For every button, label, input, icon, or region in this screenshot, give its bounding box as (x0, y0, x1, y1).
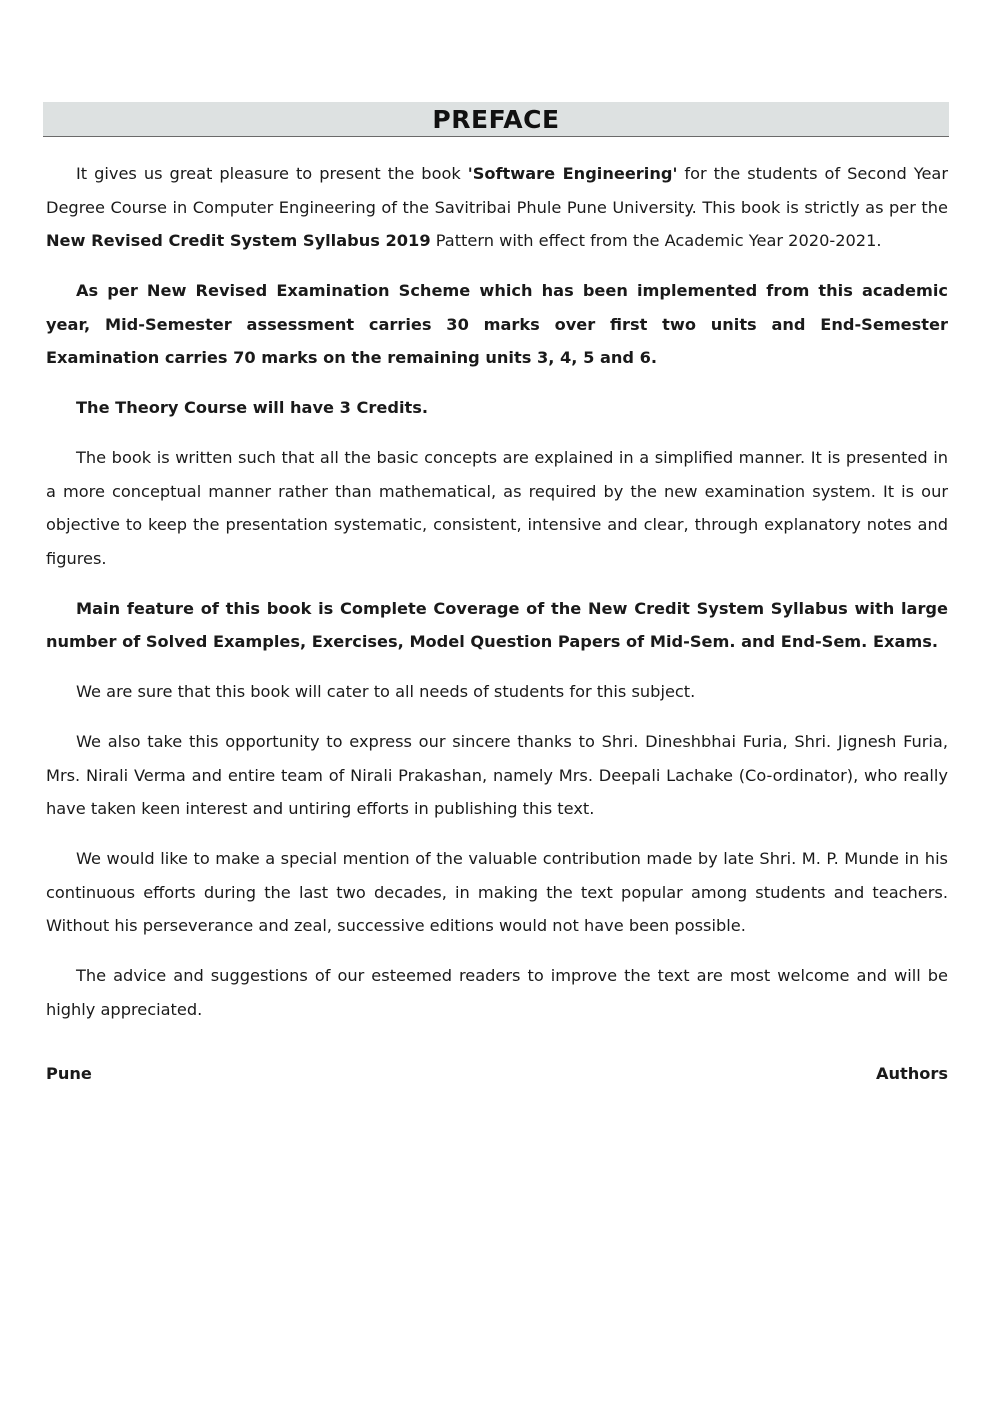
paragraph-mention: We would like to make a special mention of the valuable contribution made by late Shri. M. P. Munde in his continuous efforts during the last two decades, in making the text popular among students and teachers. Without his perseverance and zeal, successive editions would not have been possible. (46, 849, 948, 935)
paragraph-intro-text-1: It gives us great pleasure to present the book (76, 164, 468, 183)
paragraph-approach: The book is written such that all the basic concepts are explained in a simplified manner. It is presented in a more conceptual manner rather than mathematical, as required by the new examination system. It is our objective to keep the presentation systematic, consistent, intensive and clear, through explanatory notes and figures. (46, 448, 948, 568)
preface-body (46, 157, 948, 1026)
paragraph-intro-text-3: Pattern with effect from the Academic Year 2020-2021. (430, 231, 882, 250)
paragraph-thanks: We also take this opportunity to express our sincere thanks to Shri. Dineshbhai Furia, Shri. Jignesh Furia, Mrs. Nirali Verma and entire team of Nirali Prakashan, namely Mrs. Deepali Lachake (Co-ordinator), who really have taken keen interest and untiring efforts in publishing this text. (46, 732, 948, 818)
preface-page (46, 102, 948, 1083)
paragraph-needs: We are sure that this book will cater to all needs of students for this subject. (76, 682, 696, 701)
title-bar (43, 102, 949, 137)
paragraph-credits: The Theory Course will have 3 Credits. (76, 398, 429, 417)
signature-row (46, 1064, 948, 1083)
paragraph-exam-scheme: As per New Revised Examination Scheme which has been implemented from this academic year, Mid-Semester assessment carries 30 marks over first two units and End-Semester Examination carries 70 marks on the remaining units 3, 4, 5 and 6. (46, 281, 948, 367)
paragraph-intro-text-2: for the students of Second Year Degree Course in Computer Engineering of the Savitribai Phule Pune University. This book is strictly as per the (46, 164, 948, 217)
syllabus-name: New Revised Credit System Syllabus 2019 (46, 231, 431, 250)
book-title: 'Software Engineering' (467, 164, 678, 183)
signature-author: Authors (875, 1064, 948, 1083)
paragraph-advice: The advice and suggestions of our esteemed readers to improve the text are most welcome and will be highly appreciated. (46, 966, 948, 1019)
signature-place: Pune (46, 1064, 92, 1083)
page-title: PREFACE (432, 104, 560, 134)
paragraph-intro (46, 157, 948, 258)
paragraph-main-feature: Main feature of this book is Complete Coverage of the New Credit System Syllabus with large number of Solved Examples, Exercises, Model Question Papers of Mid-Sem. and End-Sem. Exams. (46, 598, 948, 651)
